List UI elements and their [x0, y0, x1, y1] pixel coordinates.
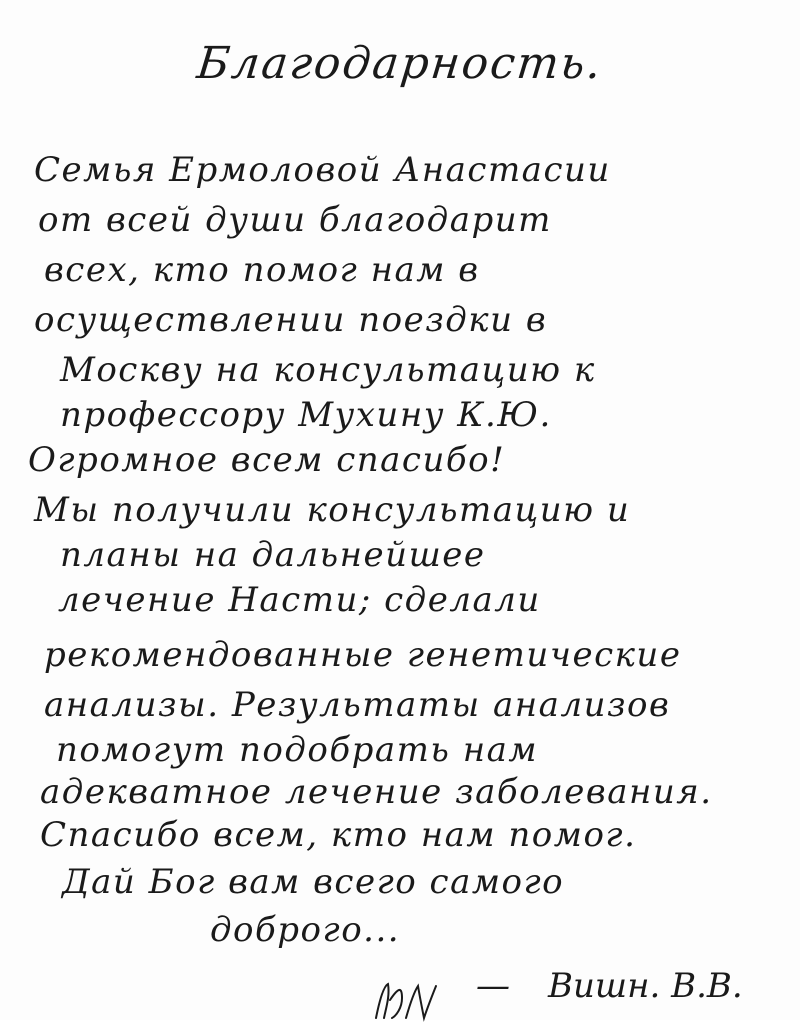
letter-line: Дай Бог вам всего самого [62, 862, 565, 902]
letter-line: анализы. Результаты анализов [44, 685, 671, 725]
letter-line: планы на дальнейшее [60, 535, 486, 575]
letter-line: адекватное лечение заболевания. [40, 772, 713, 812]
letter-line: Семья Ермоловой Анастасии [34, 150, 611, 190]
letter-line: помогут подобрать нам [56, 730, 539, 770]
letter-line: лечение Насти; сделали [58, 580, 541, 620]
letter-line: доброго... [210, 910, 401, 950]
signature-dash: — [476, 966, 510, 1006]
signature-scribble [372, 978, 452, 1022]
letter-title: Благодарность. [194, 38, 606, 89]
signature-name: Вишн. В.В. [548, 966, 743, 1006]
letter-line: профессору Мухину К.Ю. [60, 395, 552, 435]
letter-line: Спасибо всем, кто нам помог. [40, 815, 637, 855]
letter-line: Москву на консультацию к [60, 350, 596, 390]
letter-line: Мы получили консультацию и [34, 490, 631, 530]
letter-line: Огромное всем спасибо! [28, 440, 506, 480]
letter-line: от всей души благодарит [38, 200, 552, 240]
letter-line: рекомендованные генетические [44, 635, 682, 675]
letter-line: осуществлении поездки в [34, 300, 548, 340]
letter-line: всех, кто помог нам в [44, 250, 480, 290]
